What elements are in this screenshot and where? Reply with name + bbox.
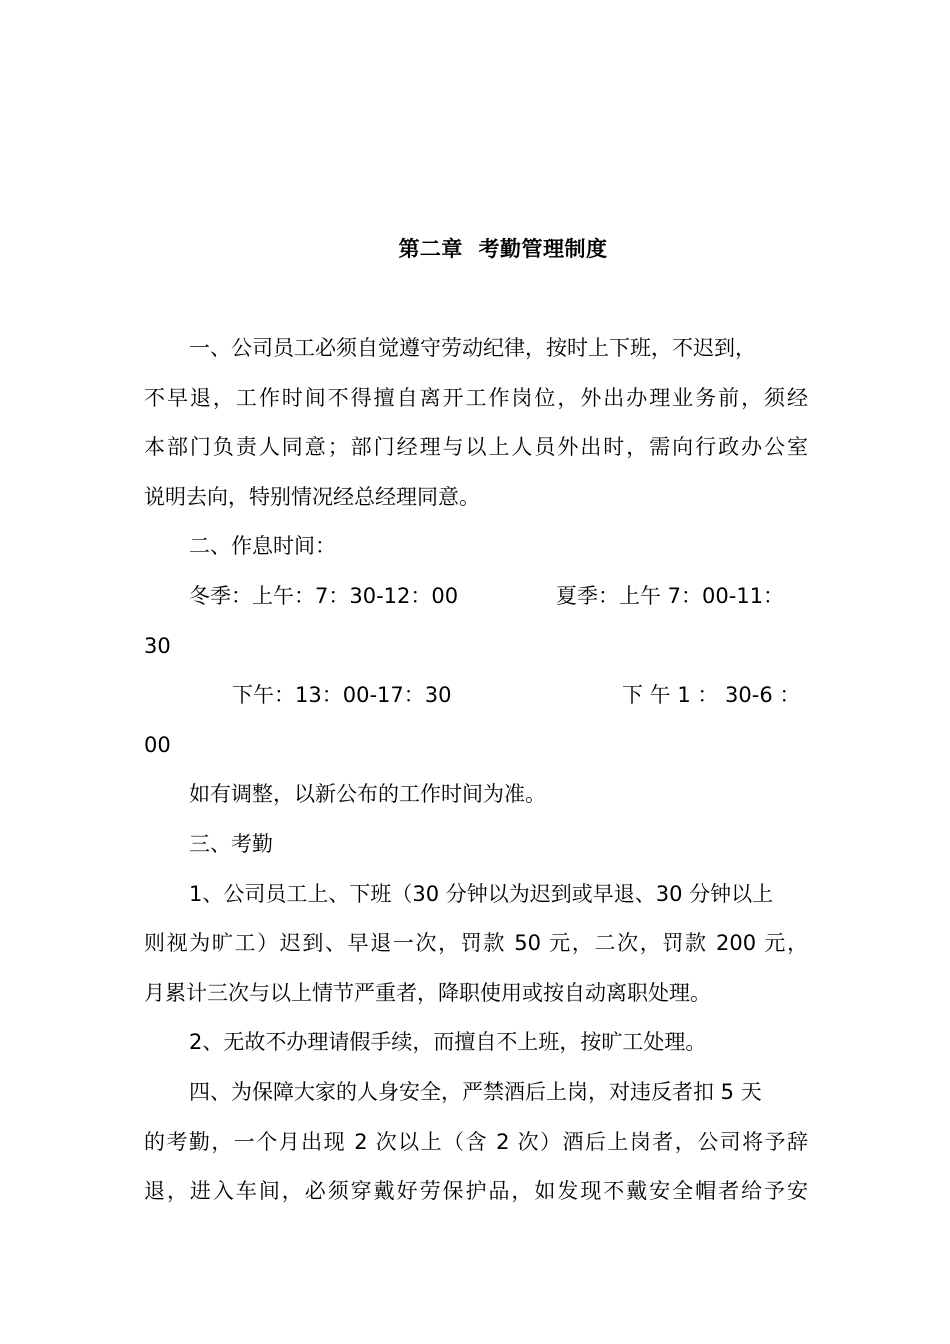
schedule-row-wrap: 30 <box>144 633 171 658</box>
paragraph-line: 则视为旷工）迟到、早退一次，罚款 50 元，二次，罚款 200 元， <box>144 931 808 956</box>
section-heading: 二、作息时间： <box>189 534 336 559</box>
schedule-row <box>144 572 808 622</box>
summer-afternoon-hours: 下 午 1 ： 30-6 ： <box>622 683 801 708</box>
winter-morning-hours: 冬季：上午：7：30-12：00 <box>189 583 459 608</box>
paragraph-line: 退，进入车间，必须穿戴好劳保护品，如发现不戴安全帽者给予安 <box>144 1179 808 1204</box>
paragraph-line: 本部门负责人同意；部门经理与以上人员外出时，需向行政办公室 <box>144 435 808 460</box>
paragraph-line: 说明去向，特别情况经总经理同意。 <box>144 484 480 509</box>
winter-afternoon-hours: 下午：13：00-17：30 <box>232 683 452 708</box>
paragraph-line: 不早退，工作时间不得擅自离开工作岗位，外出办理业务前，须经 <box>144 385 808 410</box>
paragraph-line: 1、公司员工上、下班（30 分钟以为迟到或早退、30 分钟以上 <box>189 881 774 906</box>
paragraph-line: 一、公司员工必须自觉遵守劳动纪律，按时上下班，不迟到， <box>189 336 756 360</box>
summer-morning-hours: 夏季：上午 7：00-11： <box>556 583 785 608</box>
paragraph-line: 月累计三次与以上情节严重者，降职使用或按自动离职处理。 <box>144 980 711 1005</box>
schedule-row-wrap: 00 <box>144 732 171 757</box>
document-body <box>144 324 808 1217</box>
paragraph-line: 四、为保障大家的人身安全，严禁酒后上岗，对违反者扣 5 天 <box>189 1079 762 1104</box>
section-heading: 三、考勤 <box>189 831 273 856</box>
paragraph-line: 如有调整，以新公布的工作时间为准。 <box>189 782 546 807</box>
chapter-title: 第二章 考勤管理制度 <box>398 237 608 261</box>
schedule-row <box>144 671 808 721</box>
paragraph-line: 2、无故不办理请假手续，而擅自不上班，按旷工处理。 <box>189 1030 707 1055</box>
paragraph-line: 的考勤，一个月出现 2 次以上（含 2 次）酒后上岗者，公司将予辞 <box>144 1129 808 1154</box>
